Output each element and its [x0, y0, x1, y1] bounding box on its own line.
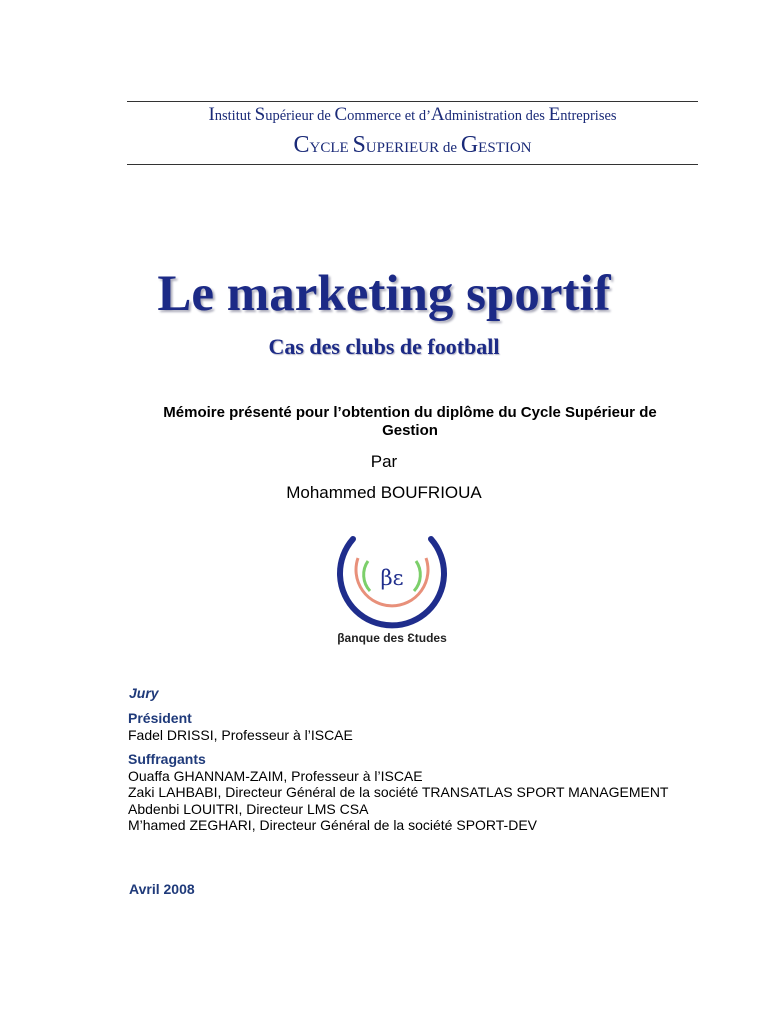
president-heading: Président	[128, 710, 192, 726]
banque-des-etudes-logo	[321, 525, 463, 653]
suffragant-item: Abdenbi LOUITRI, Directeur LMS CSA	[128, 800, 369, 817]
suffragant-item: M’hamed ZEGHARI, Directeur Général de la société SPORT-DEV	[128, 817, 538, 833]
memoire-description: Mémoire présenté pour l’obtention du diplôme du Cycle Supérieur de Gestion	[163, 404, 657, 439]
suffragants-heading: Suffragants	[128, 751, 206, 767]
cycle-name: CYCLE SUPERIEUR de GESTION	[293, 132, 532, 158]
header-bottom-rule	[127, 164, 698, 165]
suffragant-item: Zaki LAHBABI, Directeur Général de la société TRANSATLAS SPORT MANAGEMENT	[128, 784, 669, 800]
president-name: Fadel DRISSI, Professeur à l’ISCAE	[128, 726, 353, 743]
logo-emblem-icon	[321, 525, 463, 635]
document-title: Le marketing sportif	[157, 266, 611, 322]
logo-monogram: βε	[380, 566, 404, 590]
document-subtitle: Cas des clubs de football	[268, 334, 500, 359]
suffragants-section	[128, 751, 695, 834]
par-label: Par	[370, 452, 398, 471]
logo-caption: βanque des Ɛtudes	[337, 631, 447, 645]
author-name: Mohammed BOUFRIOUA	[286, 483, 482, 502]
president-section	[128, 710, 695, 743]
header-top-rule	[127, 101, 698, 102]
institute-name: Institut Supérieur de Commerce et d’Administration des Entreprises	[208, 104, 617, 125]
jury-heading: Jury	[129, 685, 159, 701]
initial: I	[208, 104, 215, 125]
suffragant-item: Ouaffa GHANNAM-ZAIM, Professeur à l’ISCAE	[128, 767, 423, 784]
document-date: Avril 2008	[129, 881, 195, 897]
